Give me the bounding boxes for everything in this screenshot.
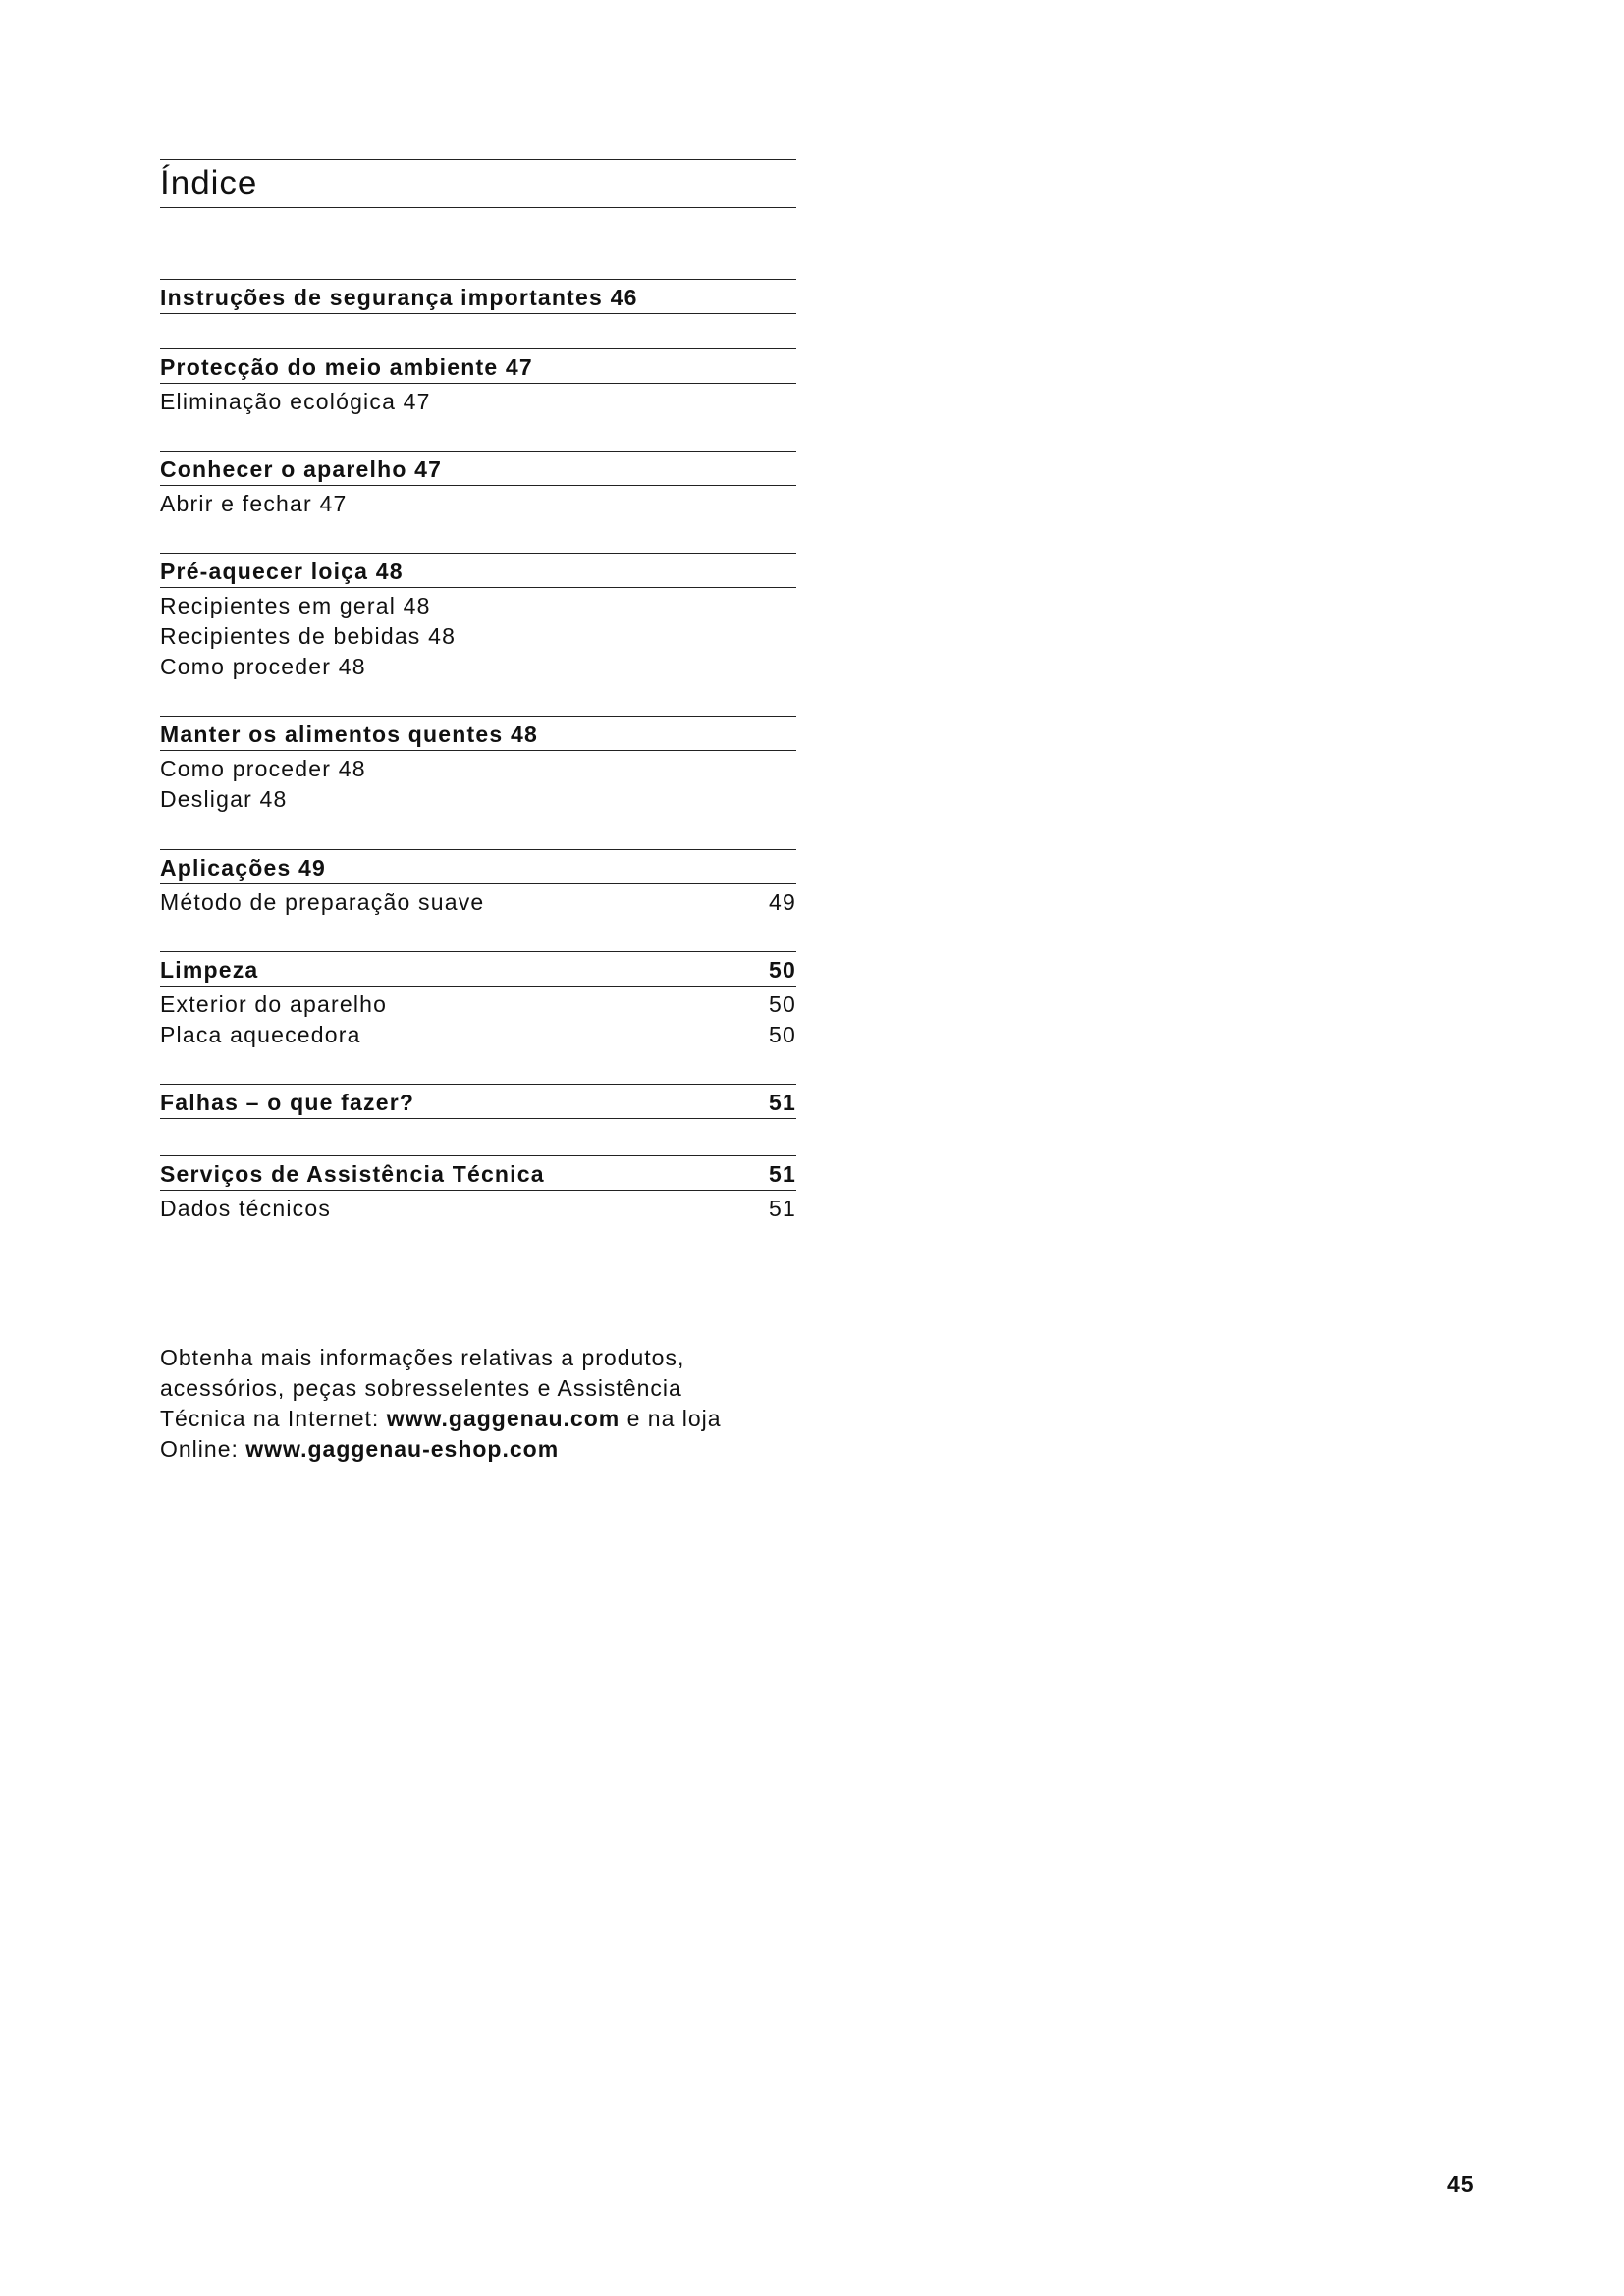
toc-title-bar [160, 159, 796, 208]
toc-heading-page: 50 [769, 957, 796, 983]
toc-item-page: 50 [769, 1022, 796, 1047]
toc-heading-label: Instruções de segurança importantes 46 [160, 285, 638, 310]
gaggenau-eshop-link[interactable]: www.gaggenau-eshop.com [245, 1436, 560, 1462]
toc-item-label: Desligar 48 [160, 786, 288, 812]
toc-heading-label: Falhas – o que fazer? [160, 1090, 415, 1115]
info-line: Obtenha mais informações relativas a produtos, [160, 1345, 685, 1370]
toc-section-keep-warm [160, 716, 796, 815]
info-text: Técnica na Internet: [160, 1406, 387, 1431]
toc-heading-page: 51 [769, 1161, 796, 1187]
toc-item-label: Recipientes em geral 48 [160, 593, 431, 618]
toc-section-heading[interactable] [160, 348, 796, 384]
toc-item[interactable] [160, 652, 796, 682]
toc-heading-label: Limpeza [160, 957, 259, 983]
toc-heading-label: Protecção do meio ambiente 47 [160, 354, 533, 380]
toc-section-troubleshooting [160, 1084, 796, 1119]
toc-item[interactable] [160, 1194, 796, 1224]
toc-section-heading[interactable] [160, 1155, 796, 1191]
toc-heading-label: Serviços de Assistência Técnica [160, 1161, 545, 1187]
toc-item-page: 50 [769, 991, 796, 1017]
toc-item[interactable] [160, 754, 796, 784]
toc-item[interactable] [160, 887, 796, 918]
toc-item-page: 51 [769, 1196, 796, 1221]
toc-section-appliance [160, 451, 796, 519]
toc-section-heading[interactable] [160, 849, 796, 884]
toc-section-service [160, 1155, 796, 1224]
toc-item[interactable] [160, 989, 796, 1020]
toc-heading-label: Manter os alimentos quentes 48 [160, 721, 538, 747]
toc-item-page: 49 [769, 889, 796, 915]
toc-section-heading[interactable] [160, 951, 796, 987]
info-line [160, 1404, 788, 1434]
info-line [160, 1434, 788, 1465]
toc-heading-page: 51 [769, 1090, 796, 1115]
toc-item-label: Placa aquecedora [160, 1022, 361, 1047]
toc-section-heading[interactable] [160, 1084, 796, 1119]
toc-item[interactable] [160, 489, 796, 519]
toc-section-heading[interactable] [160, 716, 796, 751]
info-text: Online: [160, 1436, 246, 1462]
toc-section-heading[interactable] [160, 553, 796, 588]
toc-item[interactable] [160, 784, 796, 815]
page-number: 45 [1447, 2171, 1475, 2197]
toc-item-label: Eliminação ecológica 47 [160, 389, 431, 414]
toc-section-preheat [160, 553, 796, 682]
toc-section-heading[interactable] [160, 279, 796, 314]
toc-item-label: Método de preparação suave [160, 889, 485, 915]
toc-item[interactable] [160, 1020, 796, 1050]
online-info-paragraph [160, 1343, 788, 1465]
gaggenau-website-link[interactable]: www.gaggenau.com [386, 1406, 621, 1431]
toc-heading-label: Pré-aquecer loiça 48 [160, 559, 404, 584]
info-text: e na loja [620, 1406, 722, 1431]
toc-item-label: Abrir e fechar 47 [160, 491, 348, 516]
toc-item[interactable] [160, 387, 796, 417]
table-of-contents [160, 159, 796, 1221]
toc-item[interactable] [160, 621, 796, 652]
toc-item-label: Como proceder 48 [160, 654, 366, 679]
toc-item[interactable] [160, 591, 796, 621]
toc-section-safety [160, 279, 796, 314]
toc-item-label: Exterior do aparelho [160, 991, 388, 1017]
toc-section-environment [160, 348, 796, 417]
toc-section-cleaning [160, 951, 796, 1050]
info-line: acessórios, peças sobresselentes e Assistência [160, 1375, 682, 1401]
toc-section-heading[interactable] [160, 451, 796, 486]
toc-heading-label: Conhecer o aparelho 47 [160, 456, 443, 482]
page-title: Índice [160, 164, 258, 202]
toc-item-label: Como proceder 48 [160, 756, 366, 781]
toc-item-label: Recipientes de bebidas 48 [160, 623, 457, 649]
toc-section-applications [160, 849, 796, 918]
toc-item-label: Dados técnicos [160, 1196, 332, 1221]
toc-heading-label: Aplicações 49 [160, 855, 327, 881]
